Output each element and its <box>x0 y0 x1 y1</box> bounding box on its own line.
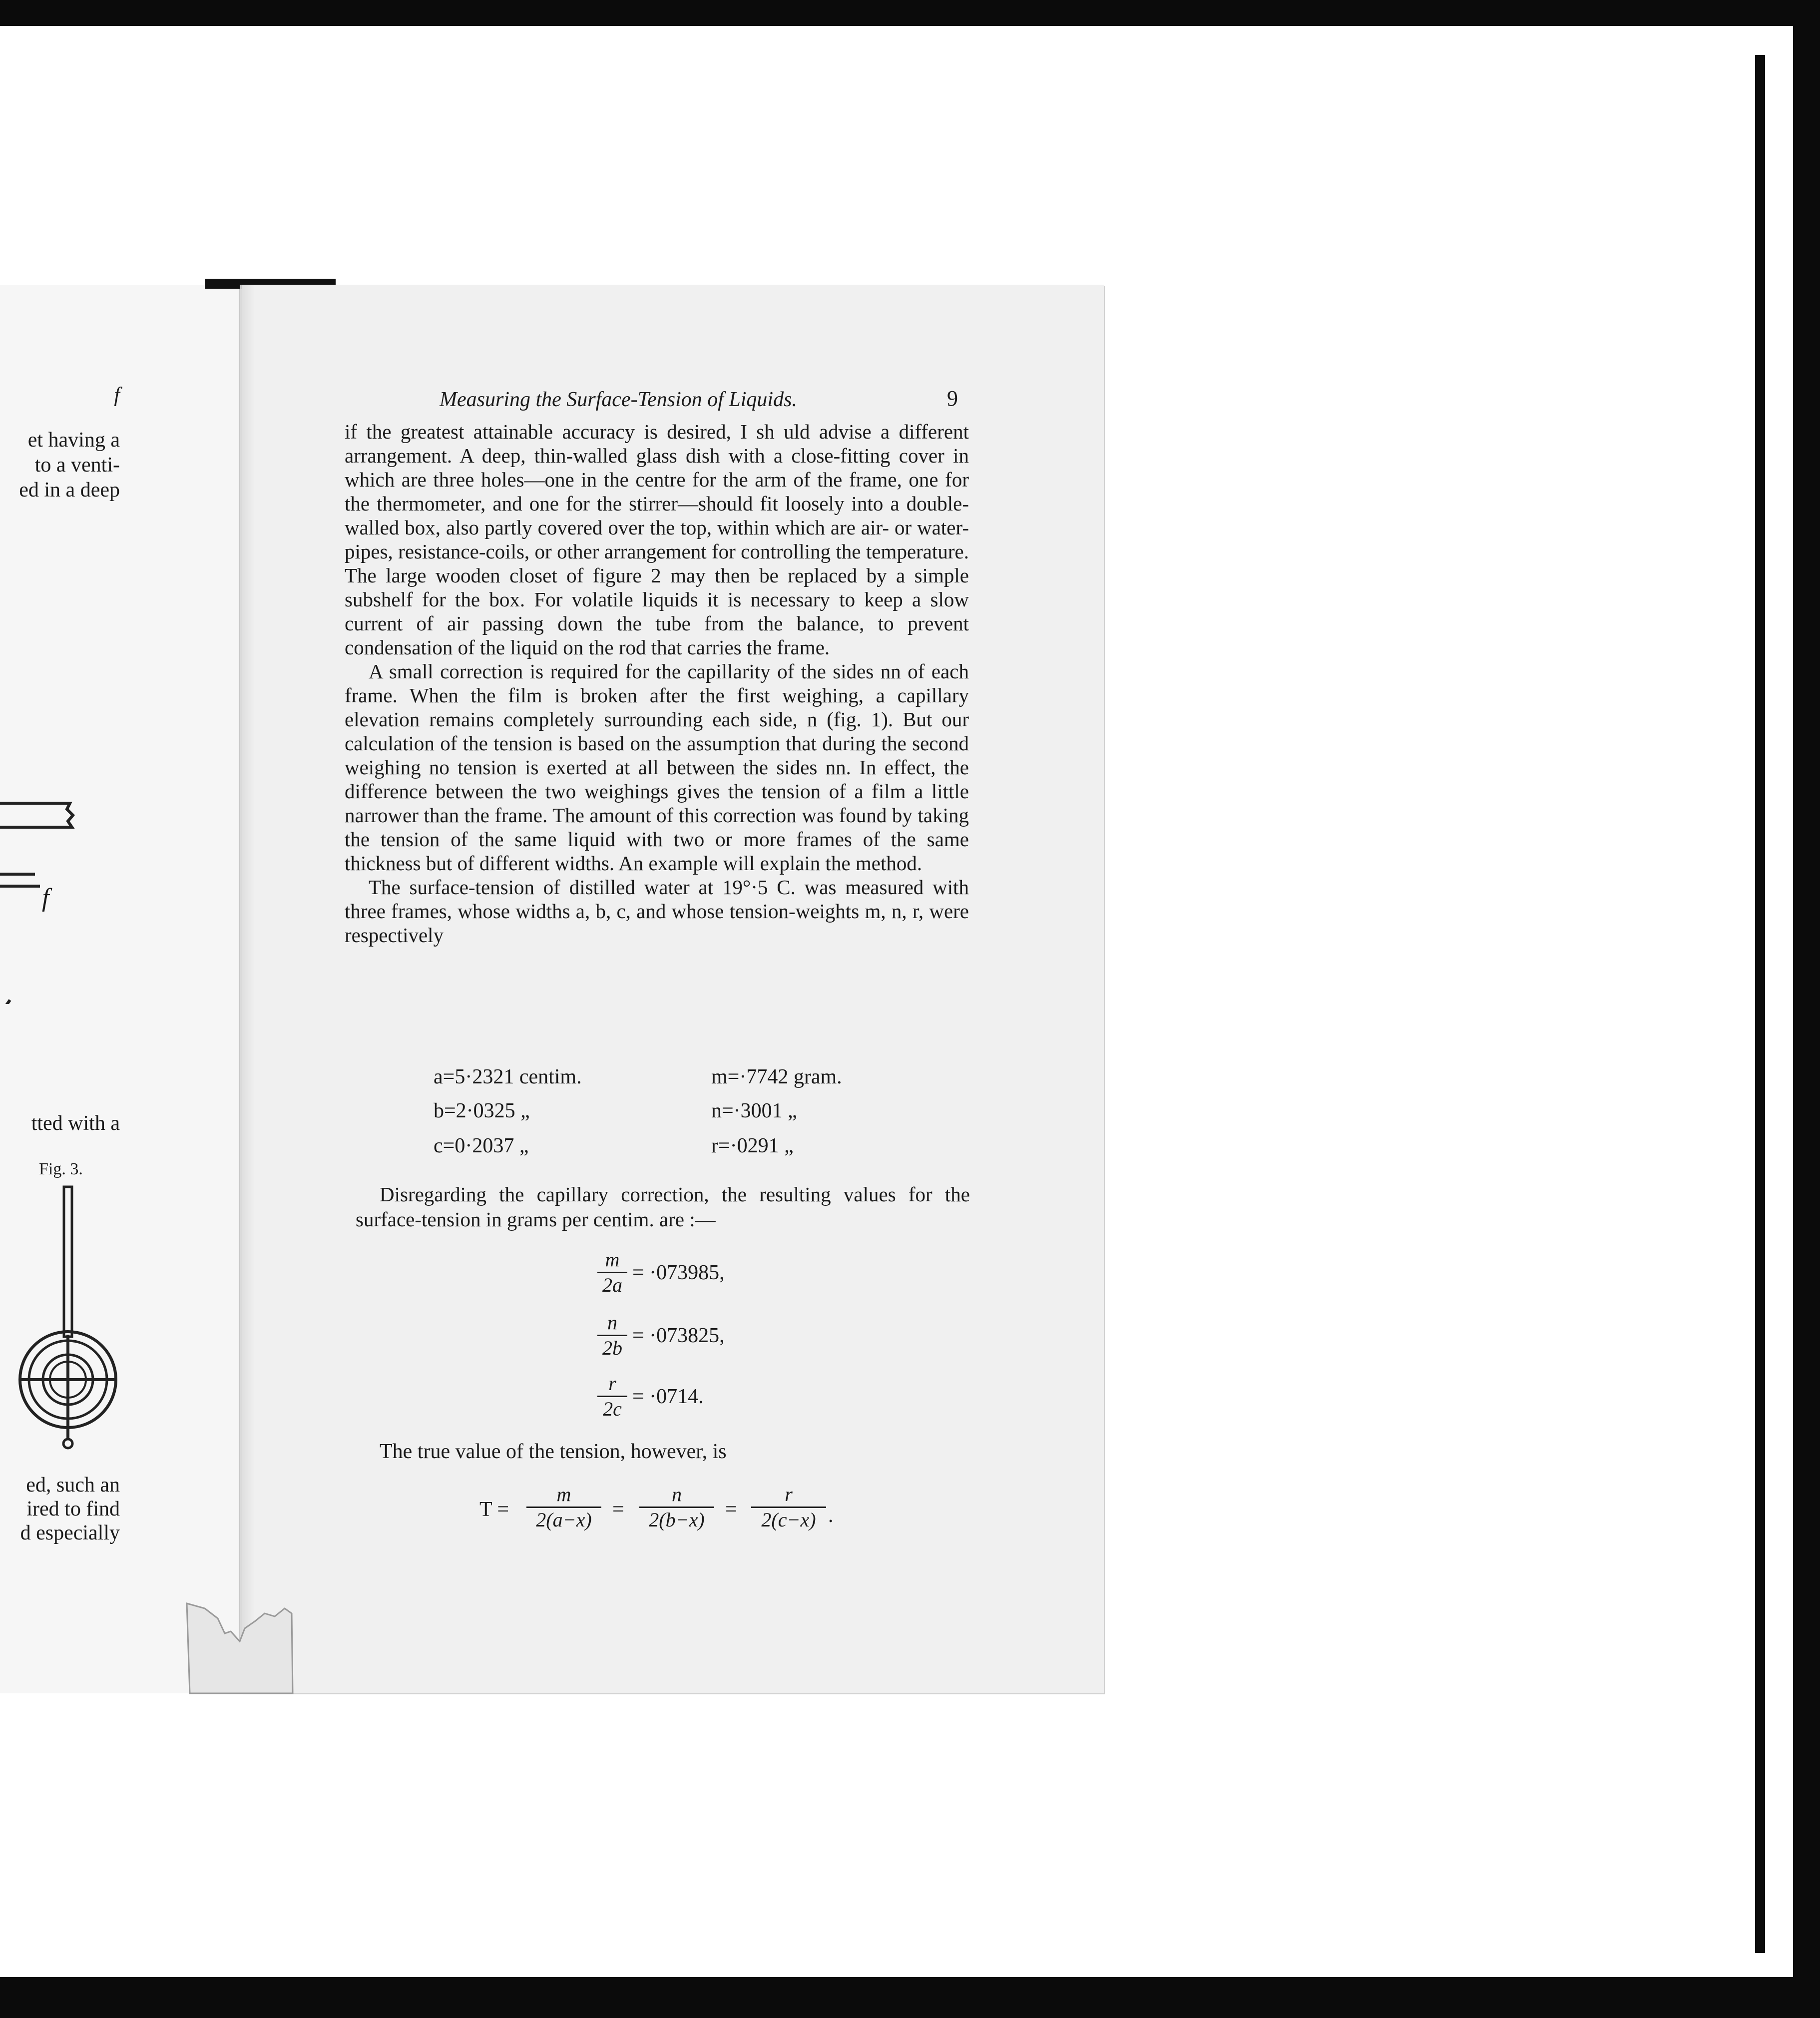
formula-term-1-numerator: m <box>556 1483 571 1506</box>
left-fragment-2: to a venti- <box>34 454 120 477</box>
formula-term-2-numerator: n <box>672 1483 682 1506</box>
scan-border-top <box>0 0 1820 26</box>
formula-term-2-denominator: 2(b−x) <box>649 1509 705 1531</box>
paragraph-4: Disregarding the capillary correction, the resulting values for the surface-tension in grams per centim. are :— <box>356 1183 970 1231</box>
left-figure-label-f: f <box>42 884 49 912</box>
paragraph-2: A small correction is required for the capillarity of the sides nn of each frame. When the film is broken after the first weighing, a capillary elevation remains completely surrounding each side, n (fig. 1). But our calculation of the tension is based on the assumption that during the second weighing no tension is exerted at all between the sides nn. In effect, the difference between the two weighings gives the tension of a film a little narrower than the frame. The amount of this correction was found by taking the tension of the same liquid with two or more frames of the same thickness but of different widths. An example will explain the method. <box>345 660 969 875</box>
running-head: Measuring the Surface-Tension of Liquids. <box>440 388 797 411</box>
ratio-3-denominator: 2c <box>603 1398 622 1420</box>
fold-shadow <box>240 285 255 1693</box>
formula-term-1-denominator: 2(a−x) <box>536 1509 592 1531</box>
fraction-bar <box>597 1272 627 1273</box>
formula-term-3 <box>751 1484 826 1531</box>
formula-end: . <box>828 1504 834 1527</box>
ratio-3-fraction <box>597 1373 627 1420</box>
width-a: a=5·2321 centim. <box>434 1065 582 1088</box>
ratio-1-fraction <box>597 1249 627 1296</box>
left-fragment-6: ired to find <box>26 1498 120 1520</box>
ratio-2-value: = ·073825, <box>632 1324 725 1347</box>
formula-term-3-numerator: r <box>785 1483 793 1506</box>
left-fragment-5: ed, such an <box>26 1474 120 1497</box>
formula-lhs: T = <box>479 1498 509 1521</box>
body-text <box>345 420 969 947</box>
weight-m: m=·7742 gram. <box>711 1065 842 1088</box>
torn-paper-corner <box>185 1593 315 1698</box>
ratio-1-numerator: m <box>605 1248 620 1271</box>
figure-3-label: Fig. 3. <box>39 1160 83 1178</box>
left-fragment-7: d especially <box>20 1521 120 1544</box>
width-b: b=2·0325 „ <box>434 1099 530 1122</box>
fraction-bar <box>639 1507 714 1508</box>
left-figure-fragment <box>0 794 239 1004</box>
weight-n: n=·3001 „ <box>711 1099 797 1122</box>
scan-border-right-inner <box>1755 55 1765 1953</box>
formula-term-2 <box>639 1484 714 1531</box>
ratio-1-value: = ·073985, <box>632 1261 725 1284</box>
ratio-3-numerator: r <box>608 1372 616 1395</box>
fraction-bar <box>597 1396 627 1397</box>
left-fragment-3: ed in a deep <box>19 479 120 502</box>
formula-term-3-denominator: 2(c−x) <box>761 1509 816 1531</box>
formula-term-1 <box>526 1484 601 1531</box>
scan-border-right <box>1793 26 1820 1977</box>
fraction-bar <box>751 1507 826 1508</box>
ratio-2-denominator: 2b <box>602 1337 622 1359</box>
page-number: 9 <box>947 386 958 411</box>
paragraph-3: The surface-tension of distilled water at 19°·5 C. was measured with three frames, whose widths a, b, c, and whose tension-weights m, n, r, were respectively <box>345 876 969 947</box>
weight-r: r=·0291 „ <box>711 1134 794 1157</box>
formula-equals-1: = <box>612 1498 624 1521</box>
paragraph-1: if the greatest attainable accuracy is desired, I sh uld advise a different arrangement. A deep, thin-walled glass dish with a close-fitting cover in which are three holes—one in the centre for the arm of the frame, one for the thermometer, and one for the stirrer—should fit loosely into a double-walled box, also partly covered over the top, within which are air- or water-pipes, resistance-coils, or other arrangement for controlling the temperature. The large wooden closet of figure 2 may then be replaced by a simple subshelf for the box. For volatile liquids it is necessary to keep a slow current of air passing down the tube from the balance, to prevent condensation of the liquid on the rod that carries the frame. <box>345 420 969 659</box>
fraction-bar <box>597 1335 627 1336</box>
left-fragment-f: f <box>114 384 120 407</box>
left-fragment-4: tted with a <box>31 1112 120 1135</box>
formula-equals-2: = <box>725 1498 737 1521</box>
width-c: c=0·2037 „ <box>434 1134 529 1157</box>
paragraph-5: The true value of the tension, however, is <box>380 1440 727 1463</box>
scan-border-bottom <box>0 1977 1820 2018</box>
fraction-bar <box>526 1507 601 1508</box>
ratio-2-numerator: n <box>607 1311 617 1334</box>
figure-3-drawing <box>10 1185 125 1455</box>
left-fragment-1: et having a <box>27 429 120 452</box>
ratio-1-denominator: 2a <box>602 1274 622 1296</box>
ratio-2-fraction <box>597 1312 627 1359</box>
ratio-3-value: = ·0714. <box>632 1385 704 1408</box>
